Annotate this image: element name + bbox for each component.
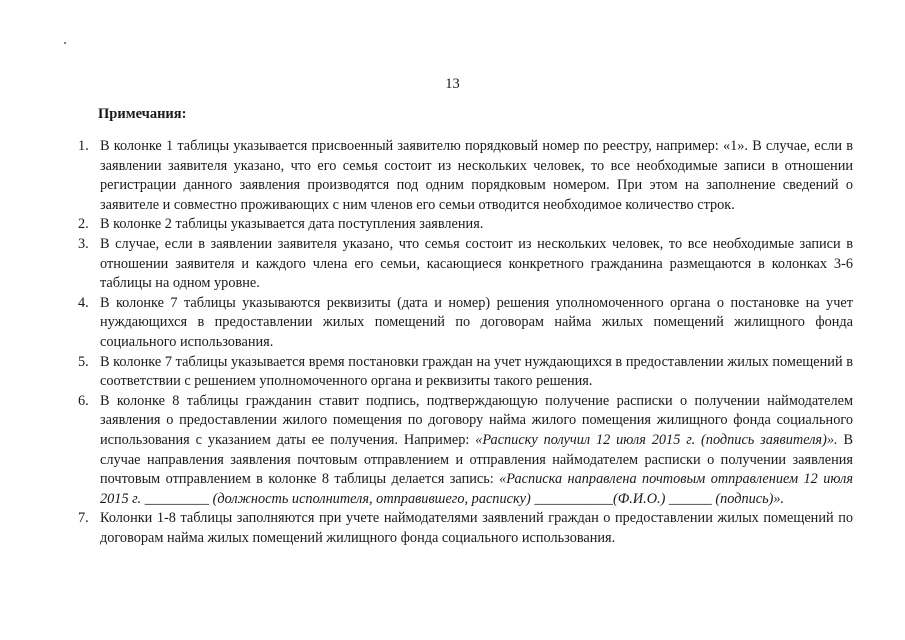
note-item-3	[78, 235, 853, 294]
page-number: 13	[445, 76, 460, 92]
note-text: В колонке 7 таблицы указывается время постановки граждан на учет нуждающихся в предоставлении жилых помещений в соответствии с решением уполномоченного органа и реквизиты такого решения.	[100, 353, 853, 390]
note-number: 1.	[78, 138, 89, 154]
note-example-mail-record: «Расписка направлена почтовым отправлением 12 июля 2015 г. _________ (должность исполнителя, отправившего, расписку) ___________(Ф.И.О.) ______ (подпись)».	[100, 471, 854, 507]
note-text: В колонке 7 таблицы указываются реквизиты (дата и номер) решения уполномоченного органа о постановке на учет нуждающихся в предоставлении жилых помещений по договорам найма жилых помещений жилищного фонда социального использования.	[100, 294, 853, 350]
note-number: 5.	[78, 353, 89, 370]
note-item-2	[78, 215, 853, 235]
note-item-4	[78, 294, 853, 353]
note-text: В случае, если в заявлении заявителя указано, что семья состоит из нескольких человек, то все необходимые записи в отношении заявителя и каждого члена его семьи, касающиеся конкретного гражданина размещаются в колонках 3-6 таблицы на одном уровне.	[100, 235, 853, 292]
note-text-part-b: В случае направления заявления почтовым отправлением и отправления наймодателем расписки о получении заявления почтовым отправлением в колонке 8 таблицы делается запись:	[100, 431, 853, 488]
note-number: 4.	[78, 294, 89, 311]
note-text: В колонке 2 таблицы указывается дата поступления заявления.	[100, 216, 484, 233]
note-text: В колонке 1 таблицы указывается присвоенный заявителю порядковый номер по реестру, например: «1». В случае, если в заявлении заявителя указано, что его семья состоит из нескольких человек, то все необходимые записи в отношении регистрации данного заявления производятся под одним порядковым номером. При этом на заполнение сведений о заявителе и совместно проживающих с ним членов его семьи отводится необходимое количество строк.	[100, 138, 853, 213]
note-item-7	[78, 509, 853, 548]
note-number: 3.	[78, 235, 89, 252]
note-number: 7.	[78, 510, 89, 527]
notes-list	[78, 137, 853, 548]
note-item-5	[78, 353, 853, 392]
note-text: Колонки 1-8 таблицы заполняются при учете наймодателями заявлений граждан о предоставлении жилых помещений по договорам найма жилых помещений жилищного фонда социального использования.	[100, 510, 853, 546]
note-text-part-a: В колонке 8 таблицы гражданин ставит подпись, подтверждающую получение расписки о получении наймодателем заявления о предоставлении жилого помещения по договору найма жилого помещения жилищного фонда социального использования с указанием даты ее получения. Например:	[100, 392, 853, 448]
note-item-1	[78, 137, 853, 215]
note-number: 6.	[78, 392, 89, 409]
note-item-6	[78, 392, 853, 510]
note-example-receipt: «Расписку получил 12 июля 2015 г. (подпись заявителя)».	[475, 431, 838, 448]
notes-heading: Примечания:	[98, 106, 187, 122]
scan-speck	[64, 42, 66, 44]
note-number: 2.	[78, 216, 89, 233]
